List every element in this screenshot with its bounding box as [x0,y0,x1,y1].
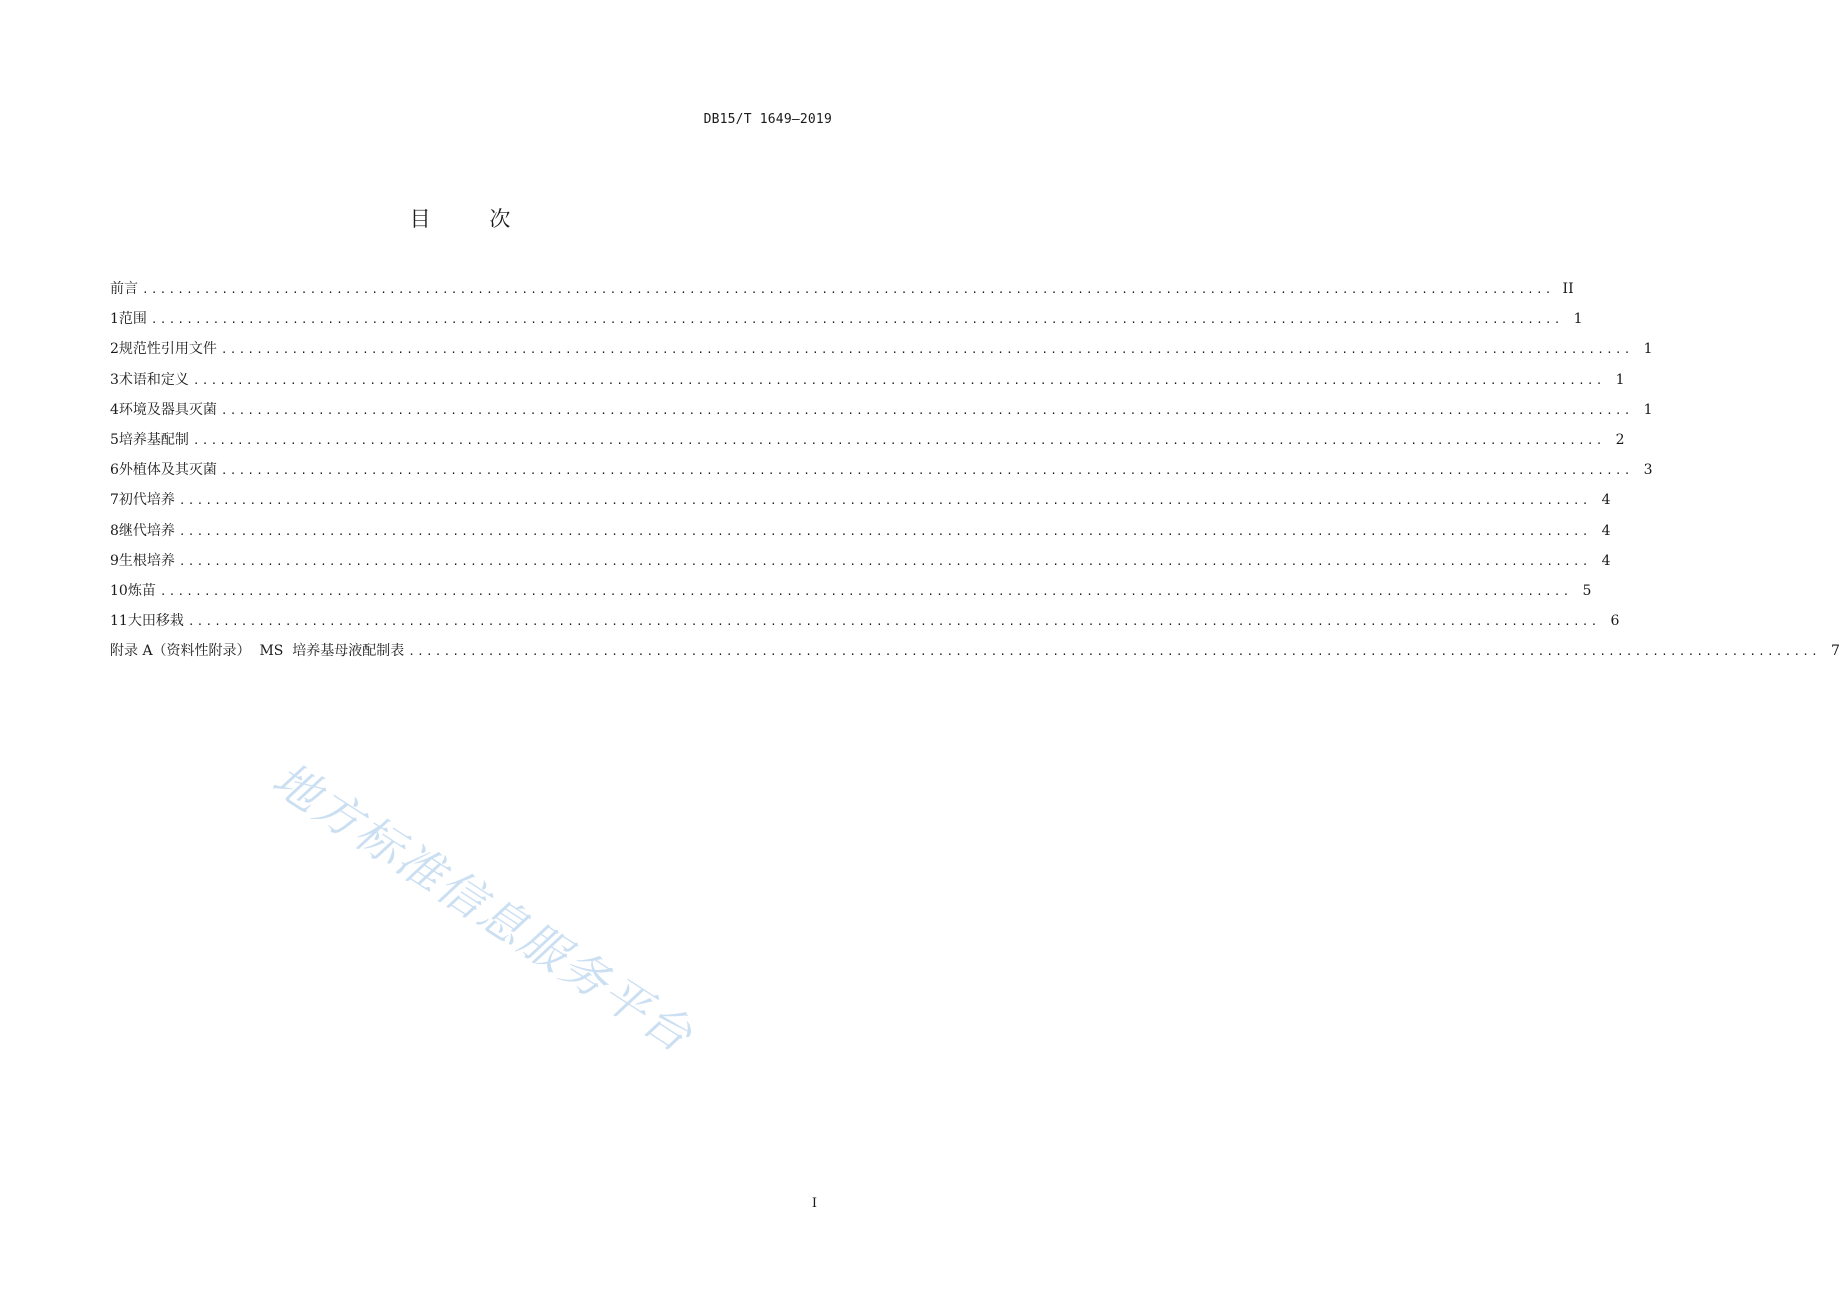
toc-entry[interactable] [110,489,1611,519]
toc-entry-label: 炼苗 [127,582,156,599]
toc-title: 目 次 [409,207,537,231]
toc-entry[interactable] [110,550,1611,580]
toc-entry-label: 规范性引用文件 [118,341,217,358]
toc-entry-number: 5 [110,431,119,448]
toc-entry-number: 3 [110,371,119,388]
toc-leader-dots: ................................................................................................................................................................ [220,343,1633,357]
toc-entry-number: 11 [110,613,128,630]
toc-entry-page: 1 [1573,311,1583,328]
toc-entry[interactable] [110,338,1653,368]
toc-leader-dots: ................................................................................................................................................................ [159,584,1572,598]
toc-entry[interactable] [110,459,1653,489]
toc-entry-number: 1 [110,311,119,328]
toc-entry-label: 生根培养 [118,552,175,569]
toc-entry[interactable] [110,640,1840,670]
toc-entry[interactable] [110,520,1611,550]
toc-entry-page: 4 [1601,522,1611,539]
toc-entry-label: 环境及器具灭菌 [118,401,217,418]
toc-entry-number: 6 [110,462,119,479]
toc-entry[interactable] [110,429,1625,459]
toc-entry-page: II [1562,281,1574,297]
toc-entry-label: 范围 [118,311,147,328]
toc-leader-dots: ................................................................................................................................................................ [220,403,1633,417]
toc-entry-number: 4 [110,401,119,418]
toc-entry-page: 1 [1615,371,1625,388]
toc-entry-label: 初代培养 [118,492,175,509]
toc-entry-label: 术语和定义 [118,371,189,388]
toc-entry[interactable] [110,610,1620,640]
toc-entry-page: 4 [1601,552,1611,569]
toc-entry-number: 2 [110,341,119,358]
toc-entry-page: 5 [1582,582,1592,599]
toc-entry-label: 外植体及其灭菌 [118,462,217,479]
toc-entry-number: 10 [110,582,128,599]
toc-entry-label: 附录 A（资料性附录） MS 培养基母液配制表 [110,643,405,660]
page-number: I [811,1196,817,1211]
toc-entry-label: 大田移栽 [127,613,184,630]
table-of-contents [110,278,1840,670]
watermark: 地方标准信息服务平台 [263,751,704,1064]
toc-leader-dots: ................................................................................................................................................................ [408,645,1820,659]
toc-leader-dots: ................................................................................................................................................................ [192,373,1605,387]
toc-entry[interactable] [110,369,1625,399]
toc-entry-page: 3 [1643,462,1653,479]
toc-leader-dots: ................................................................................................................................................................ [220,464,1633,478]
toc-leader-dots: ................................................................................................................................................................ [178,494,1591,508]
toc-entry[interactable] [110,278,1574,308]
toc-entry-page: 2 [1615,431,1625,448]
toc-leader-dots: ................................................................................................................................................................ [192,433,1605,447]
toc-entry-page: 1 [1643,341,1653,358]
toc-entry[interactable] [110,580,1592,610]
toc-entry[interactable] [110,308,1583,338]
toc-leader-dots: ................................................................................................................................................................ [187,615,1600,629]
toc-entry-page: 7 [1830,643,1840,660]
toc-entry-number: 7 [110,492,119,509]
toc-entry-label: 培养基配制 [118,431,189,448]
toc-leader-dots: ................................................................................................................................................................ [142,283,1554,296]
toc-entry-page: 6 [1610,613,1620,630]
toc-entry-label: 继代培养 [118,522,175,539]
toc-entry[interactable] [110,399,1653,429]
toc-entry-page: 1 [1643,401,1653,418]
toc-leader-dots: ................................................................................................................................................................ [150,313,1563,327]
toc-entry-page: 4 [1601,492,1611,509]
toc-entry-label: 前言 [110,281,138,297]
toc-leader-dots: ................................................................................................................................................................ [178,524,1591,538]
document-code: DB15/T 1649—2019 [703,112,832,127]
toc-leader-dots: ................................................................................................................................................................ [178,554,1591,568]
toc-entry-number: 9 [110,552,119,569]
toc-entry-number: 8 [110,522,119,539]
